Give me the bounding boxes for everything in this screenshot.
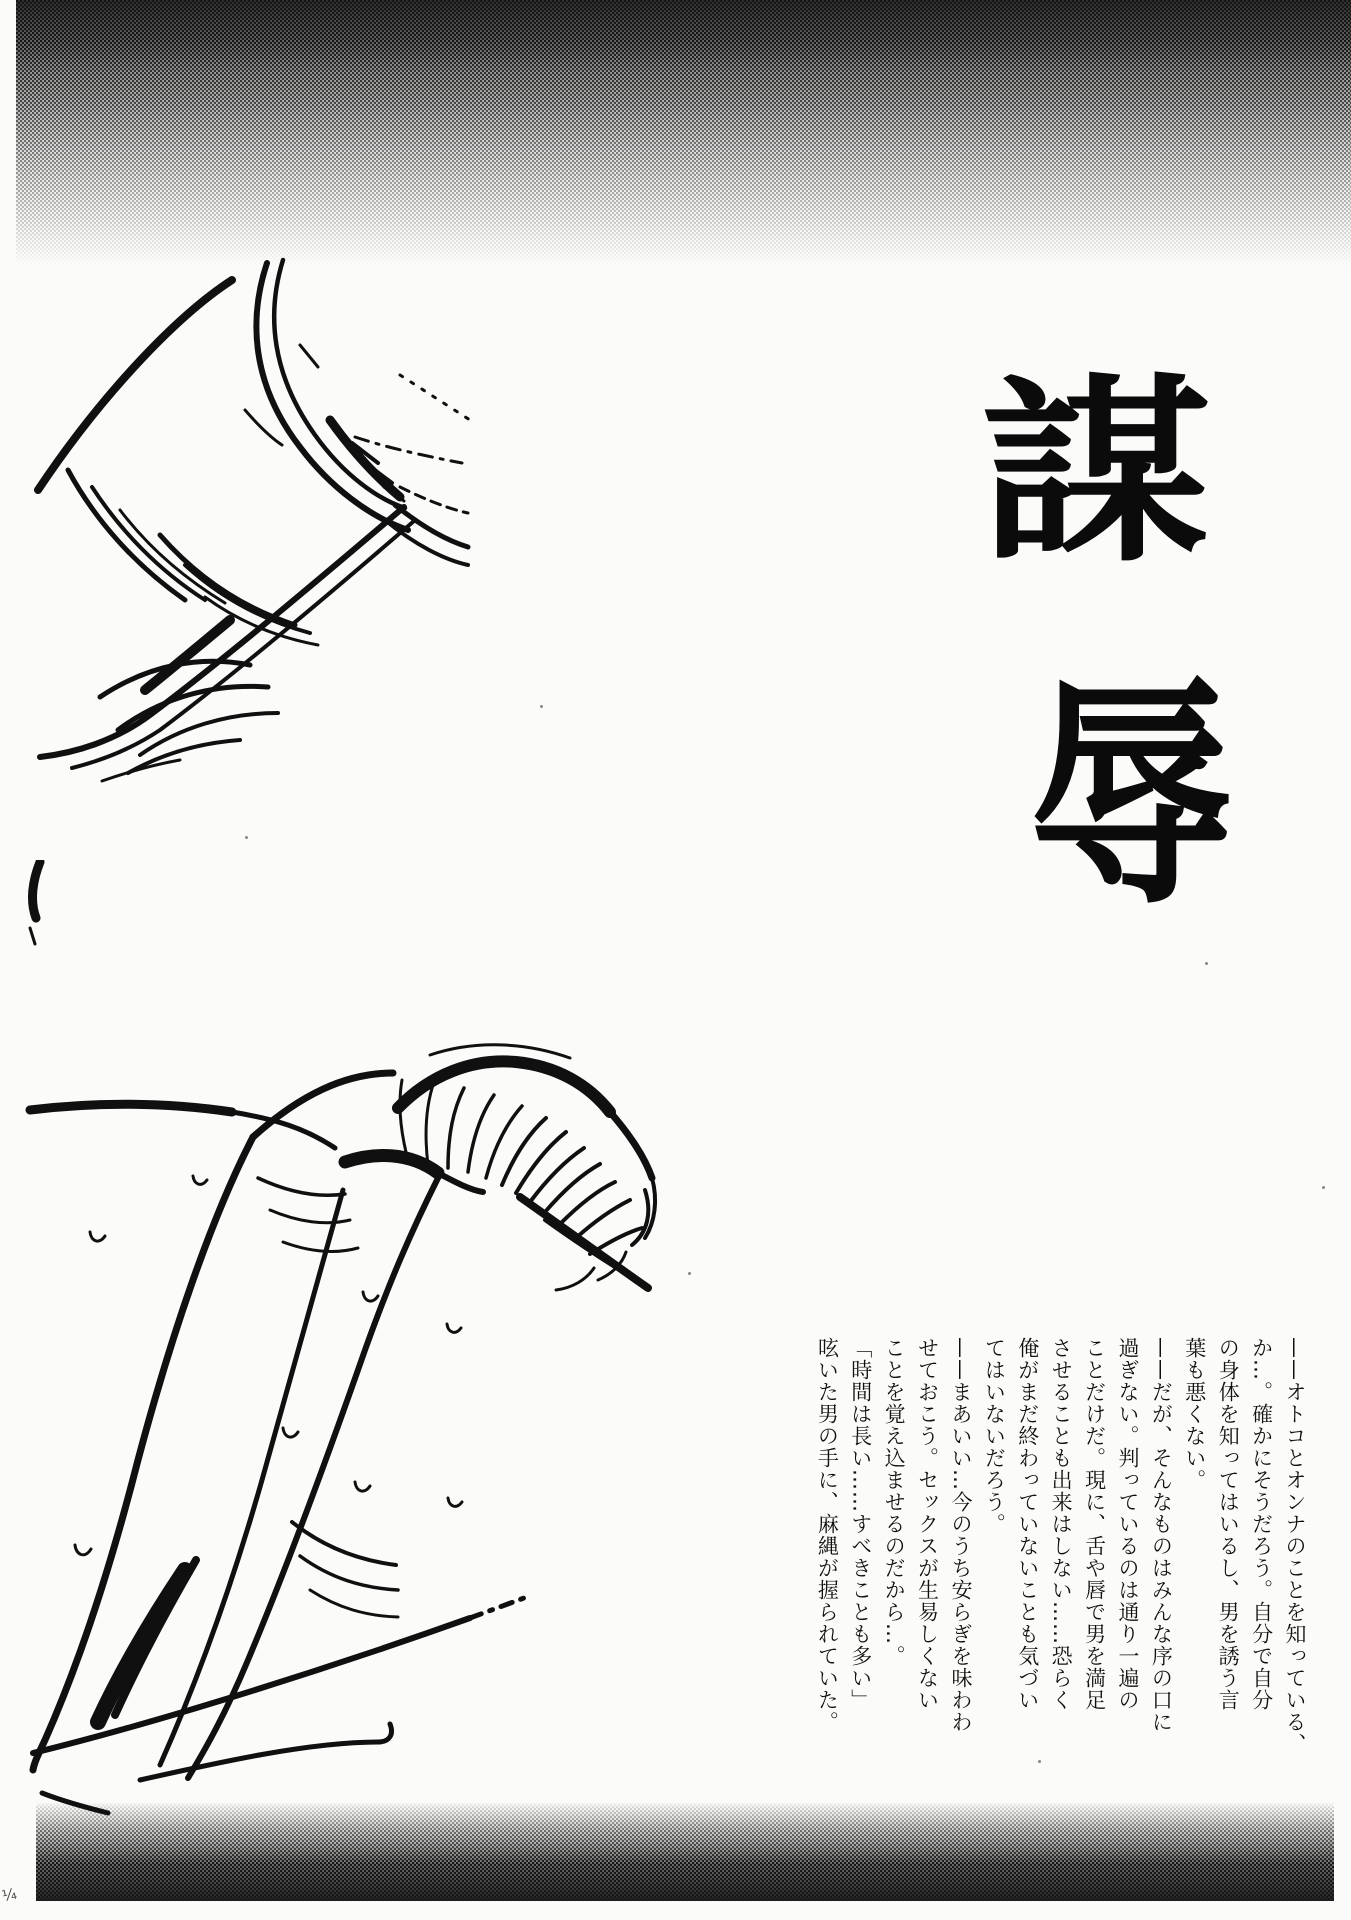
text-column: ——まあいい…今のうち安らぎを味わわ: [948, 1337, 973, 1733]
text-column: ことだけだ。現に、舌や唇で男を満足: [1082, 1337, 1107, 1711]
scan-speck: [1038, 1760, 1041, 1763]
sketch-strokes: [30, 862, 655, 1813]
text-column: ことを覚え込ませるのだから…。: [882, 1337, 907, 1667]
text-column: せておこう。セックスが生易しくない: [915, 1337, 940, 1711]
text-column: てはいないだろう。: [982, 1337, 1007, 1535]
scan-speck: [540, 705, 543, 708]
scan-speck: [1205, 962, 1208, 965]
title-kanji-1: 謀: [981, 357, 1211, 588]
sketch-top-left: [0, 225, 475, 785]
sketch-bottom-left: [0, 860, 665, 1820]
text-column: 俺がまだ終わっていないことも気づい: [1015, 1337, 1040, 1711]
scan-speck: [688, 1272, 691, 1275]
text-column: ——だが、そんなものはみんな序の口に: [1149, 1337, 1174, 1733]
text-column: させることも出来はしない……恐らく: [1049, 1337, 1074, 1711]
scan-speck: [245, 836, 248, 839]
corner-artifact: ¼: [0, 1884, 19, 1906]
title-kanji-2: 辱: [1027, 654, 1235, 938]
text-column: 過ぎない。判っているのは通り一遍の: [1115, 1337, 1140, 1711]
text-column: の身体を知ってはいるし、男を誘う言: [1216, 1337, 1241, 1711]
text-column: 呟いた男の手に、麻縄が握られていた。: [815, 1337, 840, 1733]
text-column: か…。確かにそうだろう。自分で自分: [1249, 1337, 1274, 1711]
scan-speck: [1322, 1186, 1325, 1189]
text-column: 葉も悪くない。: [1182, 1337, 1207, 1491]
text-column: ——オトコとオンナのことを知っている、: [1283, 1337, 1307, 1755]
sketch-strokes: [38, 260, 470, 781]
body-text-block: [799, 1337, 1311, 1761]
text-column: 「時間は長い……すべきことも多い」: [848, 1337, 873, 1711]
